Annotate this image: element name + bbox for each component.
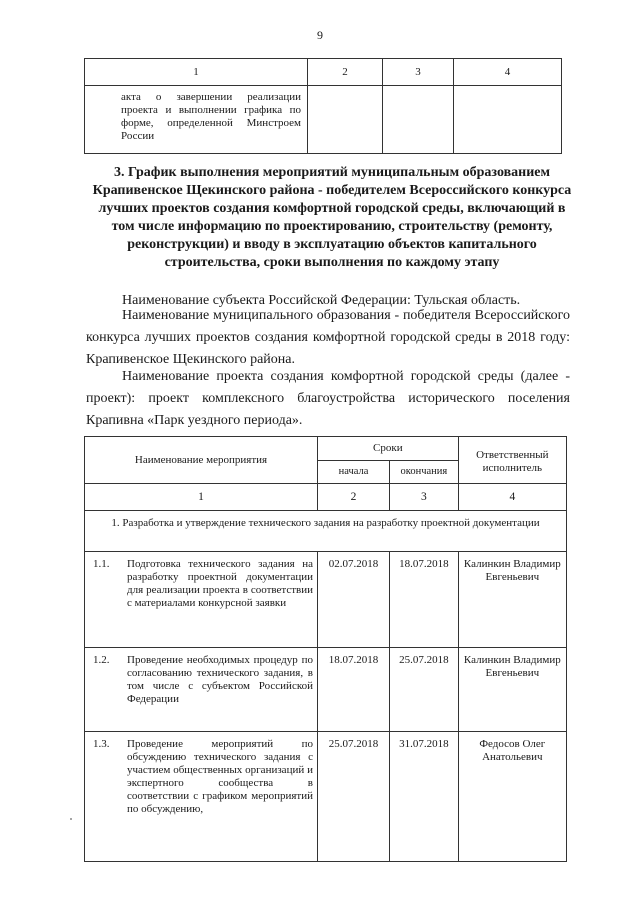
row-activity: Проведение необходимых процедур по согласованию технического задания, в том числе с субъектом Российской Федерации <box>127 654 313 705</box>
row-responsible: Федосов Олег Анатольевич <box>458 732 566 862</box>
row-number: 1.3. <box>93 738 110 750</box>
header-name: Наименование мероприятия <box>85 437 318 484</box>
column-number-3: 3 <box>390 484 459 511</box>
row-responsible: Калинкин Владимир Евгеньевич <box>458 648 566 732</box>
column-number-2: 2 <box>308 59 383 86</box>
paragraph-project: Наименование проекта создания комфортной городской среды (далее - проект): проект комплексного благоустройства исторического поселения Крапивна «Парк уездного периода». <box>86 369 570 428</box>
row-start-date: 02.07.2018 <box>318 552 390 648</box>
empty-cell <box>454 86 562 154</box>
header-end: окончания <box>390 460 459 484</box>
schedule-table <box>84 436 567 862</box>
row-end-date: 31.07.2018 <box>390 732 459 862</box>
header-terms: Сроки <box>318 437 459 461</box>
table-row <box>85 552 318 648</box>
empty-cell <box>308 86 383 154</box>
paragraph-municipality: Наименование муниципального образования - победителя Всероссийского конкурса лучших проектов создания комфортной городской среды в 2018 году: Крапивенское Щекинского района. <box>86 308 570 367</box>
page-number: 9 <box>317 28 323 42</box>
table-row <box>85 648 318 732</box>
column-number-2: 2 <box>318 484 390 511</box>
column-number-4: 4 <box>454 59 562 86</box>
row-number: 1.1. <box>93 558 110 570</box>
row-number: 1.2. <box>93 654 110 666</box>
header-start: начала <box>318 460 390 484</box>
column-number-3: 3 <box>383 59 454 86</box>
continued-cell-text: акта о завершении реализации проекта и выполнении графика по форме, определенной Минстроем России <box>85 86 308 154</box>
row-end-date: 18.07.2018 <box>390 552 459 648</box>
row-end-date: 25.07.2018 <box>390 648 459 732</box>
paragraph-subject: Наименование субъекта Российской Федерации: Тульская область. <box>122 293 521 308</box>
column-number-4: 4 <box>458 484 566 511</box>
row-start-date: 25.07.2018 <box>318 732 390 862</box>
row-responsible: Калинкин Владимир Евгеньевич <box>458 552 566 648</box>
continued-table <box>84 58 562 154</box>
row-start-date: 18.07.2018 <box>318 648 390 732</box>
header-responsible: Ответственный исполнитель <box>458 437 566 484</box>
row-activity: Проведение мероприятий по обсуждению технического задания с участием общественных организаций и экспертного сообщества в соответствии с графиком мероприятий по обсуждению, <box>127 738 313 815</box>
table-row <box>85 732 318 862</box>
empty-cell <box>383 86 454 154</box>
section-heading: 3. График выполнения мероприятий муниципальным образованием Крапивенское Щекинского района - победителем Всероссийского конкурса лучших проектов создания комфортной городской среды, включающий в том числе информацию по проектированию, строительству (ремонту, реконструкции) и вводу в эксплуатацию объектов капитального строительства, сроки выполнения по каждому этапу <box>92 165 572 270</box>
column-number-1: 1 <box>85 59 308 86</box>
section-title-row: 1. Разработка и утверждение технического задания на разработку проектной документации <box>85 511 567 552</box>
scan-speck <box>70 818 72 820</box>
row-activity: Подготовка технического задания на разработку проектной документации для реализации проекта в соответствии с материалами конкурсной заявки <box>127 558 313 609</box>
column-number-1: 1 <box>85 484 318 511</box>
